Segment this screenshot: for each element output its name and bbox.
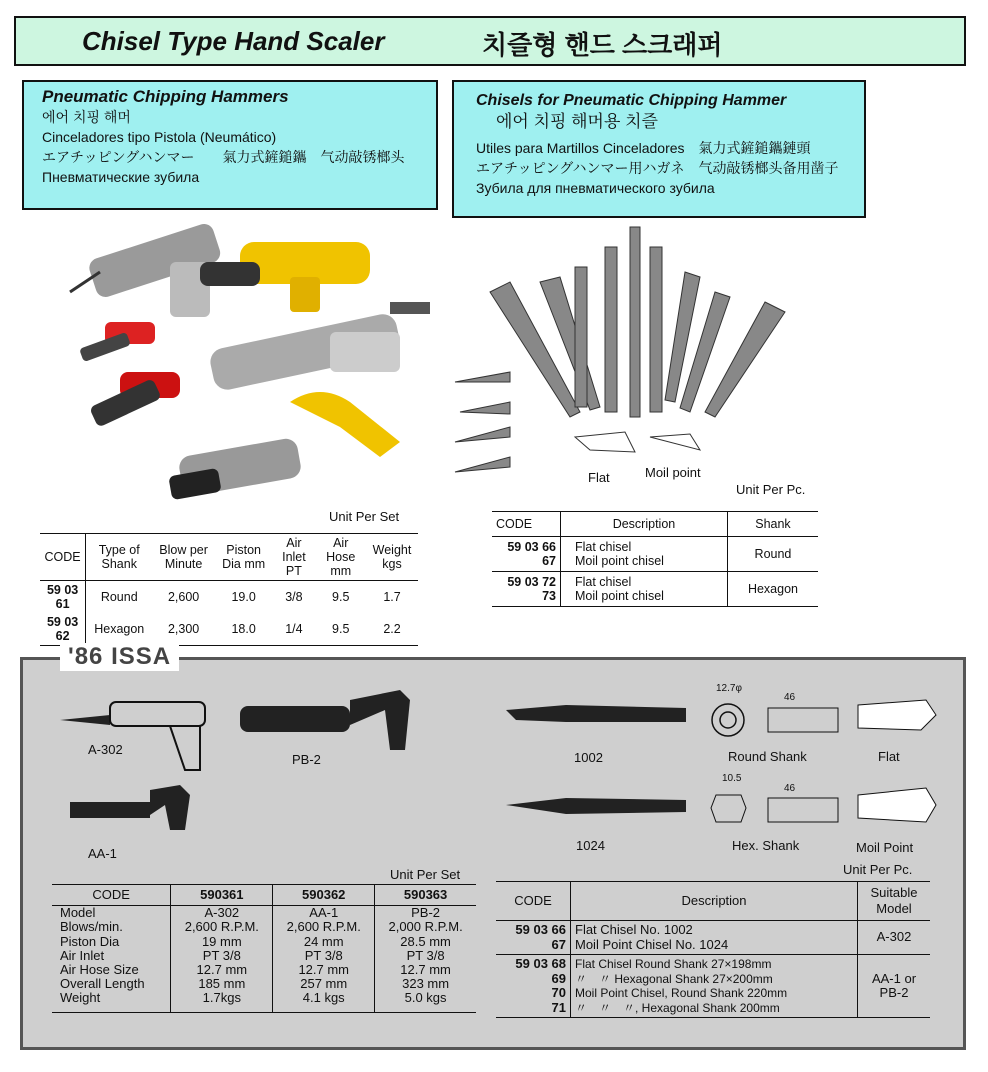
cell-code: 71 [551,999,566,1015]
dim-12-7: 12.7φ [716,683,742,694]
left-line: 에어 치핑 해머 [42,109,131,125]
title-ko: 치즐형 핸드 스크래퍼 [482,30,723,60]
cell: 24 mm [273,935,375,949]
th-590363: 590363 [375,885,476,906]
dim-10-5: 10.5 [722,773,742,784]
table1-unit: Unit Per Set [329,509,400,524]
round-shank-drawing [712,704,838,736]
th-description: Description [561,512,728,537]
row-label: Air Hose Size [52,963,171,977]
right-line: 에어 치핑 해머용 치즐 [496,112,658,131]
th-code: CODE [492,512,561,537]
cell: 12.7 mm [400,962,451,978]
cell-desc: Flat Chisel No. 1002 [575,922,693,937]
cell: AA-1 [273,906,375,921]
th-hose: Air Hose mm [315,534,366,581]
hammer-red-small [79,322,155,362]
cell: 2,600 R.P.M. [273,920,375,934]
moil-tip-drawing [858,788,936,822]
th-description: Description [571,882,858,921]
moil-point-label: Moil point [645,465,701,480]
th-590362: 590362 [273,885,375,906]
cell-shank: Hexagon [727,572,818,607]
cell: 2,300 [152,613,215,646]
left-line: Cinceladores tipo Pistola (Neumático) [42,129,277,145]
row-label: Blows/min. [52,920,171,934]
cell-desc: Moil point chisel [575,589,664,603]
th-blow: Blow per Minute [152,534,215,581]
tool-aa1 [70,785,190,830]
cell-code: 69 [551,970,566,986]
cell-desc: Moil Point Chisel, Round Shank 220mm [575,986,788,1000]
left-line: エアチッピングハンマー 氣力式鏟鎚鑴 气动敲锈榔头 [42,149,405,165]
cell: 9.5 [332,590,350,604]
cell: 2,600 R.P.M. [171,920,273,934]
hammer-yellow-2 [168,392,400,500]
cell-model: A-302 [858,921,931,955]
hex-shank-drawing [711,795,838,822]
cell-code: 67 [551,936,566,952]
row-label: Model [52,906,171,921]
cell-desc: Flat chisel [575,540,632,554]
table-row [492,572,818,607]
th-code: CODE [496,882,571,921]
cell: 5.0 kgs [375,991,476,1012]
cell-code: 73 [542,589,556,603]
flat-tip-drawing [858,700,936,730]
hammer-yellow-1 [200,242,430,314]
chisel-set [455,227,785,472]
table-row [52,935,476,949]
cell: 19 mm [171,935,273,949]
th-code: CODE [52,885,171,906]
chisels-table [492,511,818,607]
issa-tools-illustration [50,690,450,850]
hammers-illustration [50,222,450,512]
right-line: Зубила для пневматического зубила [476,180,715,196]
cell: 4.1 kgs [273,991,375,1012]
hammer-silver-1 [70,222,223,317]
cell: 323 mm [402,976,450,992]
th-weight: Weight kgs [366,534,418,581]
left-line: Пневматические зубила [42,169,200,185]
flat-label: Flat [588,470,610,485]
cell-code: 59 03 66 [515,922,566,937]
title-bar [14,16,966,66]
chisels-box [452,80,866,218]
chisel-1002 [506,705,686,722]
label-flat: Flat [878,749,900,764]
issa-chisels-table [496,881,930,1018]
cell: Round [100,590,138,604]
th-suitable-model: Suitable Model [858,882,931,921]
cell: 2.2 [366,613,418,646]
cell: 1.7 [383,590,401,604]
hammer-red-large [89,372,180,428]
th-shank: Shank [727,512,818,537]
cell: 28.5 mm [400,933,451,949]
label-pb2: PB-2 [292,752,321,767]
chipping-hammers-box [22,80,438,210]
cell: PT 3/8 [406,947,445,963]
cell-desc: Flat Chisel Round Shank 27×198mm [575,957,772,971]
label-aa1: AA-1 [88,846,117,861]
table-row [40,613,418,646]
table4-unit: Unit Per Pc. [843,862,913,877]
title-en: Chisel Type Hand Scaler [82,26,385,56]
cell-code: 59 03 72 [507,575,556,589]
chisels-heading: Chisels for Pneumatic Chipping Hammer [476,92,787,109]
tool-pb2 [240,690,410,750]
chisels-illustration [450,222,810,492]
table-row [496,955,930,1018]
cell-desc: Moil point chisel [575,554,664,568]
table-row [492,537,818,572]
cell-code: 70 [551,985,566,1000]
hammers-table [40,533,418,646]
row-label: Air Inlet [52,949,171,963]
cell: 18.0 [215,613,273,646]
cell-model: AA-1 or PB-2 [858,955,931,1018]
cell-code: 67 [542,554,556,568]
cell: 1.7kgs [171,991,273,1012]
th-shank: Type of Shank [86,534,153,581]
row-label: Weight [52,991,171,1012]
th-piston: Piston Dia mm [215,534,273,581]
table-row [52,963,476,977]
table-row [40,581,418,614]
cell: PB-2 [411,905,441,921]
right-line: エアチッピングハンマー用ハガネ 气动敲锈榔头备用凿子 [476,160,839,176]
th-code: CODE [40,534,86,581]
dim-46-a: 46 [784,692,796,703]
label-round-shank: Round Shank [728,749,807,764]
tool-a302 [60,702,205,770]
cell-code: 59 03 68 [515,956,566,971]
cell: 2,000 R.P.M. [388,919,463,935]
th-inlet: Air Inlet PT [272,534,315,581]
cell-code: 59 03 66 [507,540,556,554]
cell: 12.7 mm [273,963,375,977]
cell: 59 03 61 [40,581,86,614]
cell-desc: 〃 〃 Hexagonal Shank 27×200mm [575,971,773,986]
cell: 185 mm [171,977,273,991]
cell-desc: Flat chisel [575,575,632,589]
cell: 9.5 [315,613,366,646]
th-590361: 590361 [171,885,273,906]
chisel-1024 [506,798,686,814]
issa-hammers-table [52,884,476,1013]
table-row [52,920,476,934]
table-row [52,991,476,1012]
row-label: Piston Dia [52,935,171,949]
cell: 3/8 [285,590,303,604]
label-moil-point: Moil Point [856,840,914,855]
cell-desc: 〃 〃 〃, Hexagonal Shank 200mm [575,1000,780,1015]
hammer-silver-2 [208,312,403,393]
cell: PT 3/8 [273,949,375,963]
cell: 1/4 [272,613,315,646]
table3-unit: Unit Per Set [390,867,461,882]
right-line: Utiles para Martillos Cinceladores 氣力式鏟鎚鑴鏈頭 [476,140,811,156]
cell: PT 3/8 [171,949,273,963]
cell: A-302 [171,906,273,921]
table-row [52,906,476,921]
label-hex-shank: Hex. Shank [732,838,800,853]
cell: 12.7 mm [171,963,273,977]
chipping-hammers-heading: Pneumatic Chipping Hammers [42,87,289,106]
issa-label: '86 ISSA [60,643,179,671]
table-row [52,977,476,991]
cell: 59 03 62 [40,613,86,646]
table-row [496,921,930,955]
row-label: Overall Length [52,977,171,991]
cell-shank: Round [727,537,818,572]
table-row [52,949,476,963]
cell: Hexagon [86,613,153,646]
cell: 2,600 [167,590,200,604]
cell-desc: Moil Point Chisel No. 1024 [575,936,729,952]
table2-unit: Unit Per Pc. [736,482,806,497]
label-a302: A-302 [88,742,123,757]
dim-46-b: 46 [784,783,796,794]
cell: 19.0 [231,590,256,604]
label-1024: 1024 [576,838,605,853]
cell: 257 mm [273,977,375,991]
label-1002: 1002 [574,750,603,765]
